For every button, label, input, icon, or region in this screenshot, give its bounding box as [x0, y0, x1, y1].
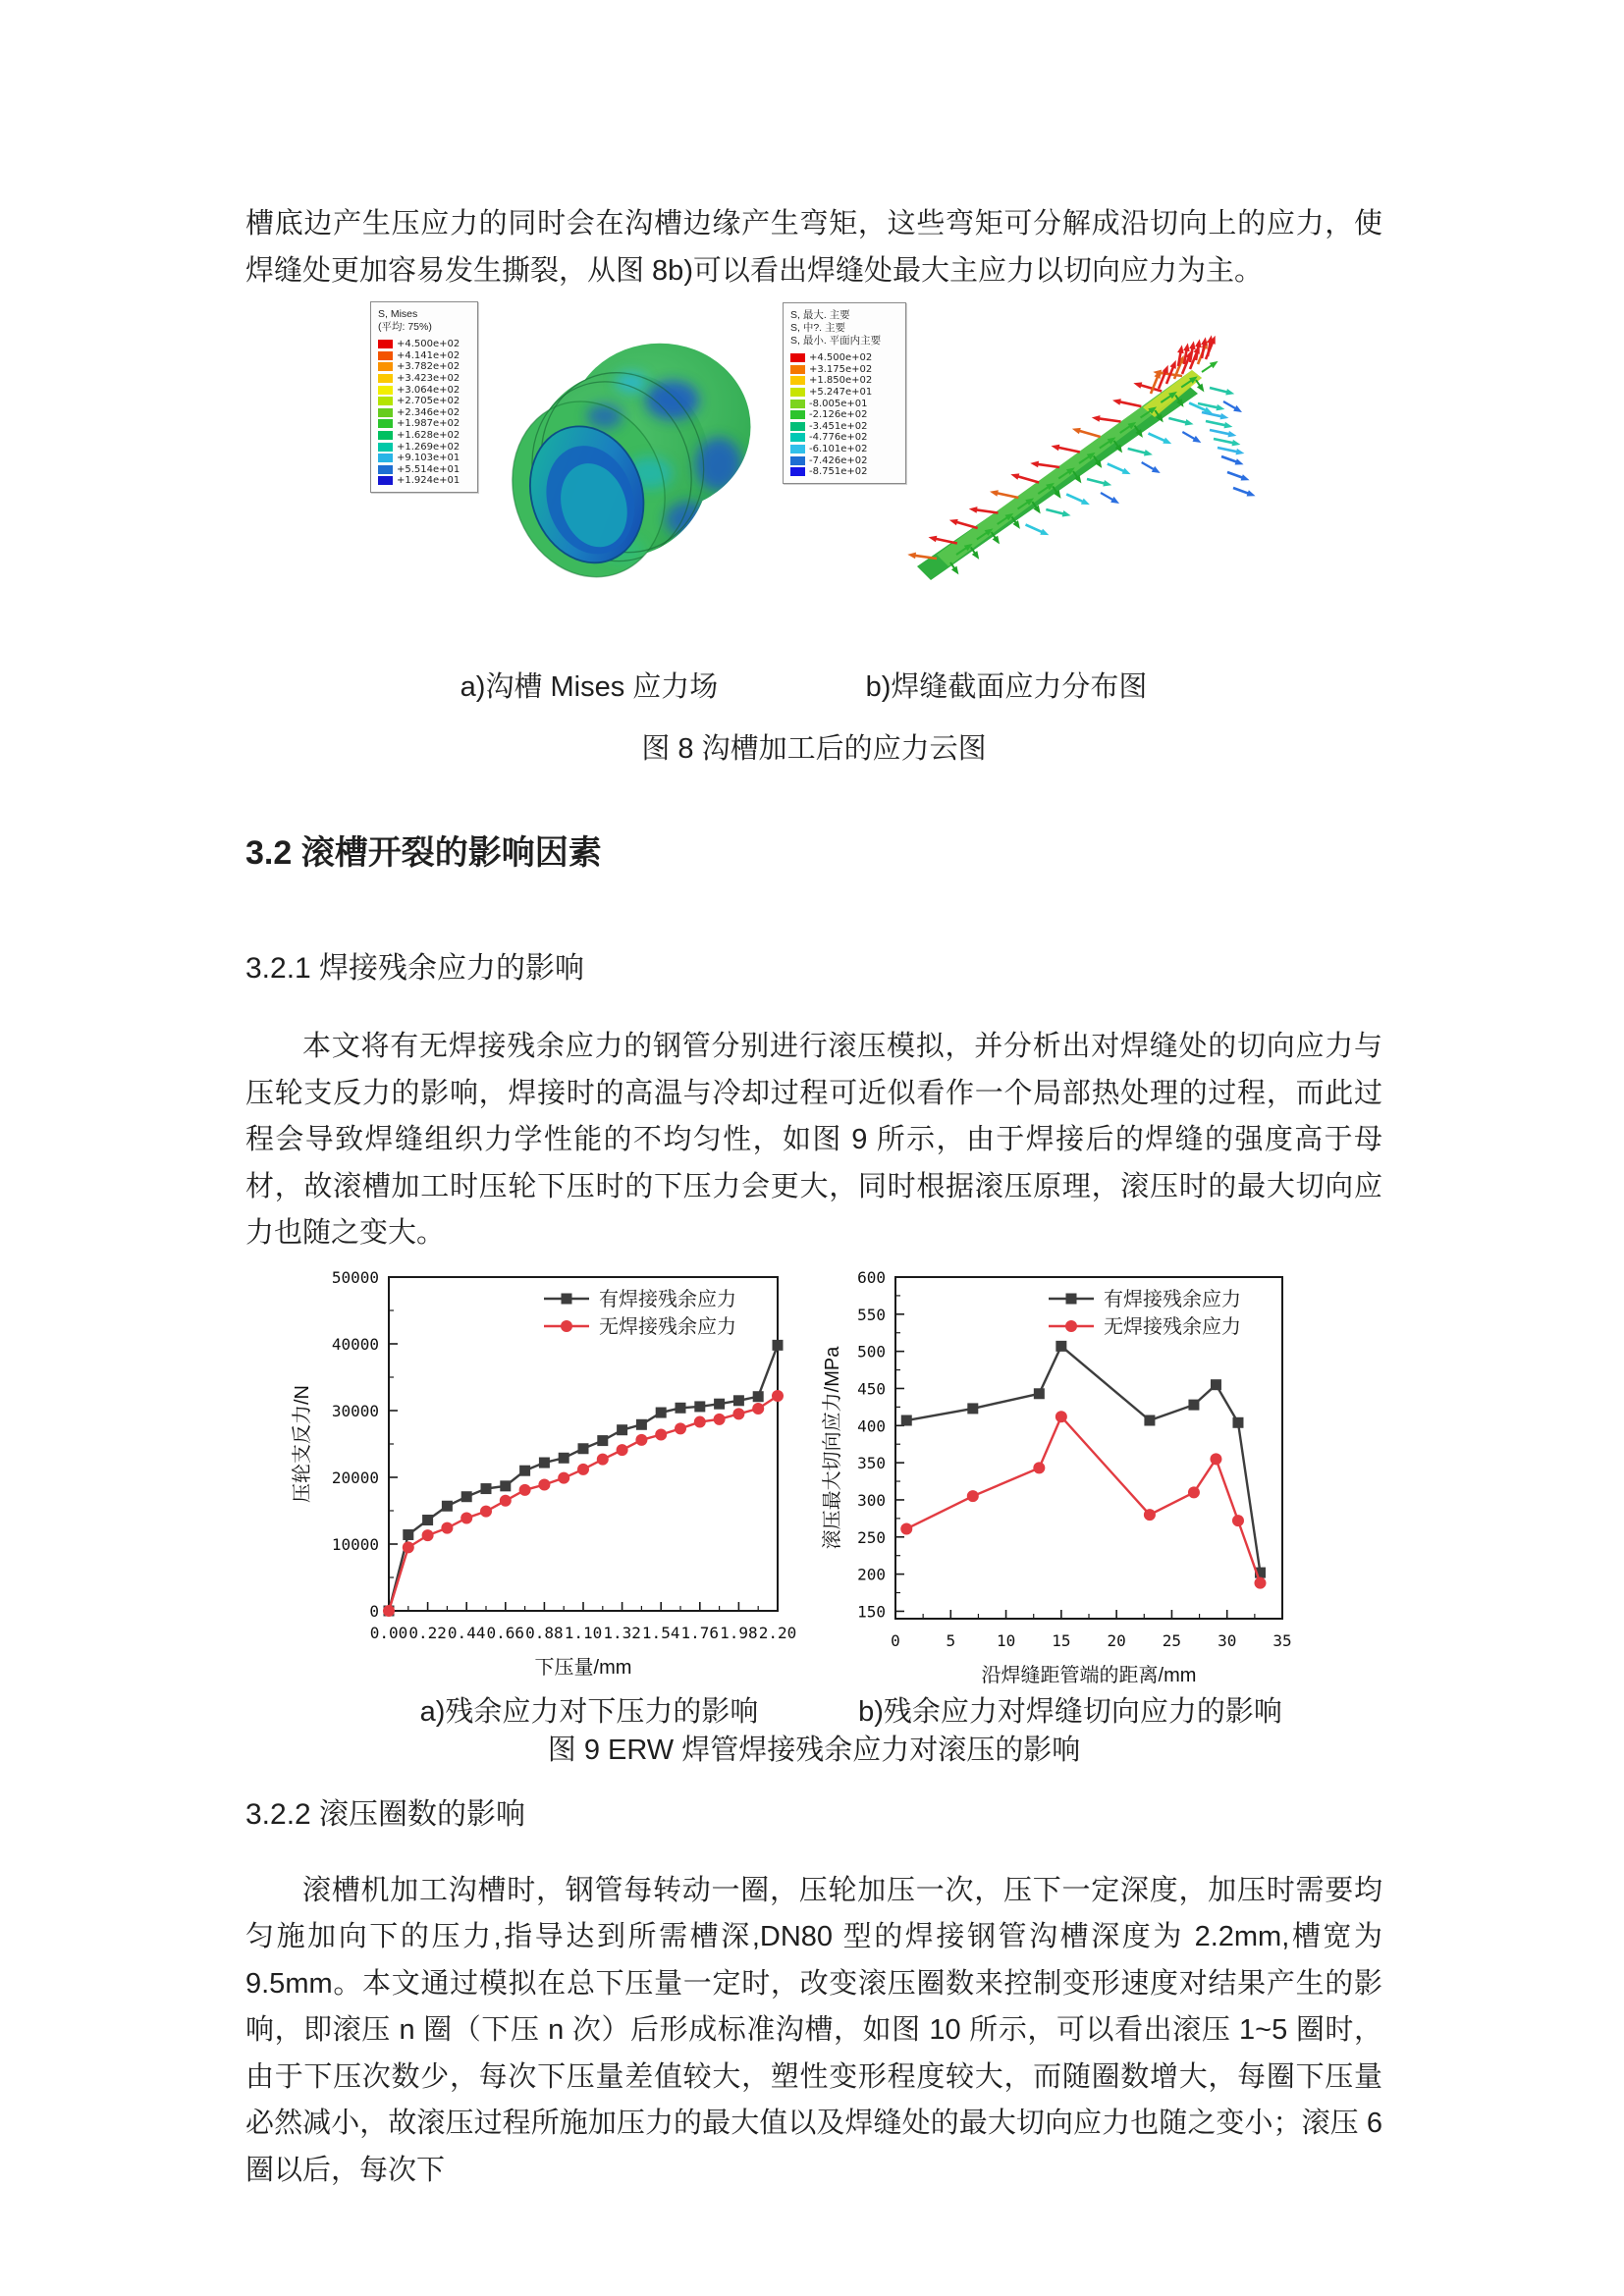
legend-color-swatch [378, 362, 393, 371]
legend-row [790, 432, 900, 444]
legend-row [790, 444, 900, 455]
svg-text:450: 450 [857, 1378, 886, 1398]
legend-color-swatch [790, 400, 805, 408]
legend-color-swatch [790, 433, 805, 442]
legend-color-swatch [378, 351, 393, 360]
svg-text:1.76: 1.76 [680, 1623, 720, 1642]
legend-row [378, 441, 472, 453]
legend-color-swatch [378, 386, 393, 395]
legend-row [790, 398, 900, 409]
legend-value: +5.514e+01 [397, 463, 460, 475]
legend-value: +2.346e+02 [397, 406, 460, 418]
legend-value: +4.500e+02 [397, 339, 460, 350]
svg-text:0: 0 [369, 1601, 379, 1621]
legend-value: +1.269e+02 [397, 441, 460, 453]
figure9-caption: 图 9 ERW 焊管焊接残余应力对滚压的影响 [547, 1734, 1081, 1766]
legend-value: -8.005e+01 [809, 398, 868, 409]
legend-title: (平均: 75%) [378, 321, 432, 333]
section-heading-3-2-2: 3.2.2 滚压圈数的影响 [245, 1797, 526, 1831]
figure8-caption-b: b)焊缝截面应力分布图 [865, 671, 1148, 703]
legend-color-swatch [378, 465, 393, 474]
legend-row [790, 375, 900, 387]
legend-value: +3.064e+02 [397, 384, 460, 396]
svg-text:0.00: 0.00 [369, 1623, 408, 1642]
svg-text:10: 10 [996, 1630, 1016, 1650]
svg-text:500: 500 [857, 1342, 886, 1362]
legend-row [378, 418, 472, 430]
svg-text:40000: 40000 [331, 1334, 379, 1354]
legend-title: S, 最大. 主要 [790, 309, 850, 321]
figure9-subcaptions [245, 1689, 1382, 1729]
legend-color-swatch [378, 374, 393, 383]
svg-text:600: 600 [857, 1267, 886, 1287]
svg-text:15: 15 [1052, 1630, 1071, 1650]
paragraph-intro: 槽底边产生压应力的同时会在沟槽边缘产生弯矩，这些弯矩可分解成沿切向上的应力，使焊缝处更加容易发生撕裂，从图 8b)可以看出焊缝处最大主应力以切向应力为主。 [245, 208, 1382, 287]
legend-row [378, 373, 472, 385]
legend-value: -6.101e+02 [809, 444, 868, 455]
legend-value: -7.426e+02 [809, 454, 868, 466]
legend-row [378, 396, 472, 407]
figure8-images [245, 299, 1382, 614]
legend-row [790, 364, 900, 376]
svg-text:无焊接残余应力: 无焊接残余应力 [1104, 1315, 1241, 1338]
legend-color-swatch [790, 445, 805, 454]
legend-color-swatch [378, 340, 393, 348]
svg-text:200: 200 [857, 1565, 886, 1584]
weld-section-vector-image [897, 309, 1288, 596]
legend-value: -3.451e+02 [809, 420, 868, 432]
legend-value: +1.924e+01 [397, 475, 460, 487]
svg-text:1.98: 1.98 [720, 1623, 758, 1642]
svg-text:下压量/mm: 下压量/mm [534, 1656, 632, 1679]
svg-text:无焊接残余应力: 无焊接残余应力 [599, 1315, 736, 1338]
svg-text:1.54: 1.54 [641, 1623, 680, 1642]
legend-color-swatch [378, 408, 393, 417]
legend-row [790, 466, 900, 478]
legend-title: S, 最小. 平面内主要 [790, 335, 882, 347]
svg-text:50000: 50000 [331, 1267, 379, 1287]
svg-text:20000: 20000 [331, 1468, 379, 1487]
svg-text:0: 0 [891, 1630, 900, 1650]
section-heading-3-2-1: 3.2.1 焊接残余应力的影响 [245, 952, 585, 985]
svg-text:滚压最大切向应力/MPa: 滚压最大切向应力/MPa [822, 1346, 843, 1549]
figure8-subcaptions [245, 665, 1382, 706]
svg-text:250: 250 [857, 1527, 886, 1547]
legend-row [378, 407, 472, 419]
figure8-caption-a: a)沟槽 Mises 应力场 [460, 671, 719, 703]
legend-color-swatch [790, 365, 805, 374]
legend-color-swatch [378, 443, 393, 452]
svg-text:400: 400 [857, 1415, 886, 1435]
legend-row [790, 454, 900, 466]
svg-text:5: 5 [946, 1630, 956, 1650]
figure9-caption-b: b)残余应力对焊缝切向应力的影响 [858, 1695, 1282, 1728]
pipe-mises-contour-image [498, 327, 765, 602]
legend-value: +4.141e+02 [397, 349, 460, 361]
svg-text:10000: 10000 [331, 1534, 379, 1554]
svg-text:2.20: 2.20 [758, 1623, 797, 1642]
legend-color-swatch [378, 476, 393, 485]
paragraph-residual-stress: 本文将有无焊接残余应力的钢管分别进行滚压模拟，并分析出对焊缝处的切向应力与压轮支反力的影响，焊接时的高温与冷却过程可近似看作一个局部热处理的过程，而此过程会导致焊缝组织力学性能的不均匀性，如图 9 所示，由于焊接后的焊缝的强度高于母材，故滚槽加工时压轮下压时的下压力会更大，同时根据滚压原理，滚压时的最大切向应力也随之变大。 [245, 1031, 1382, 1249]
svg-text:沿焊缝距管端的距离/mm: 沿焊缝距管端的距离/mm [981, 1664, 1197, 1686]
paragraph-rolling-passes: 滚槽机加工沟槽时，钢管每转动一圈，压轮加压一次，压下一定深度，加压时需要均匀施加向下的压力,指导达到所需槽深,DN80 型的焊接钢管沟槽深度为 2.2mm,槽宽为 9.5mm。本文通过模拟在总下压量一定时，改变滚压圈数来控制变形速度对结果产生的影响，即滚压 n 圈（下压 n 次）后形成标准沟槽，如图 10 所示，可以看出滚压 1~5 圈时，由于下压次数少，每次下压量差值较大，塑性变形程度较大，而随圈数增大，每圈下压量必然减小，故滚压过程所施加压力的最大值以及焊缝处的最大切向应力也随之变小；滚压 6 圈以后，每次下 [245, 1874, 1382, 2186]
legend-value: +3.175e+02 [809, 363, 873, 375]
svg-text:25: 25 [1162, 1630, 1182, 1650]
svg-text:0.44: 0.44 [447, 1623, 486, 1642]
legend-color-swatch [790, 456, 805, 465]
svg-text:0.22: 0.22 [408, 1623, 447, 1642]
legend-color-swatch [378, 431, 393, 440]
figure9-charts [285, 1265, 1382, 1697]
legend-color-swatch [790, 422, 805, 431]
legend-value: -4.776e+02 [809, 432, 868, 444]
legend-color-swatch [790, 388, 805, 397]
legend-value: +1.628e+02 [397, 430, 460, 442]
svg-text:1.10: 1.10 [564, 1623, 603, 1642]
mises-contour-legend [370, 301, 478, 493]
svg-text:150: 150 [857, 1601, 886, 1621]
legend-row [378, 453, 472, 464]
svg-text:0.66: 0.66 [486, 1623, 525, 1642]
legend-row [790, 352, 900, 364]
legend-value: +4.500e+02 [809, 352, 873, 364]
chart-max-tangential-stress [815, 1265, 1306, 1697]
svg-text:0.88: 0.88 [525, 1623, 564, 1642]
legend-row [790, 421, 900, 433]
section-heading-3-2: 3.2 滚槽开裂的影响因素 [245, 834, 602, 872]
svg-text:1.32: 1.32 [603, 1623, 641, 1642]
svg-text:35: 35 [1272, 1630, 1292, 1650]
legend-row [378, 464, 472, 476]
legend-color-swatch [378, 397, 393, 405]
legend-value: +9.103e+01 [397, 453, 460, 464]
legend-color-swatch [790, 410, 805, 419]
legend-value: +1.987e+02 [397, 418, 460, 430]
figure9-caption-a: a)残余应力对下压力的影响 [419, 1695, 759, 1728]
svg-text:350: 350 [857, 1453, 886, 1472]
svg-text:20: 20 [1107, 1630, 1126, 1650]
figure8-caption: 图 8 沟槽加工后的应力云图 [641, 733, 987, 765]
legend-value: -2.126e+02 [809, 409, 868, 421]
svg-text:压轮支反力/N: 压轮支反力/N [292, 1384, 313, 1503]
principal-stress-legend [783, 302, 906, 484]
legend-title: S, 中?. 主要 [790, 322, 846, 334]
legend-row [378, 350, 472, 362]
svg-text:30: 30 [1218, 1630, 1237, 1650]
chart-roller-reaction-force [285, 1265, 805, 1689]
legend-color-swatch [790, 353, 805, 362]
legend-value: +1.850e+02 [809, 375, 873, 387]
legend-row [378, 430, 472, 442]
legend-value: +5.247e+01 [809, 387, 873, 399]
svg-text:300: 300 [857, 1490, 886, 1510]
legend-row [378, 361, 472, 373]
svg-text:有焊接残余应力: 有焊接残余应力 [599, 1288, 736, 1310]
legend-color-swatch [378, 419, 393, 428]
legend-color-swatch [790, 467, 805, 476]
legend-title: S, Mises [378, 308, 418, 320]
legend-row [790, 409, 900, 421]
legend-color-swatch [790, 376, 805, 385]
legend-row [378, 339, 472, 350]
legend-row [378, 475, 472, 487]
legend-value: +3.423e+02 [397, 373, 460, 385]
legend-row [790, 387, 900, 399]
legend-value: +3.782e+02 [397, 361, 460, 373]
legend-value: +2.705e+02 [397, 396, 460, 407]
svg-text:550: 550 [857, 1305, 886, 1324]
svg-text:30000: 30000 [331, 1401, 379, 1420]
legend-row [378, 384, 472, 396]
legend-value: -8.751e+02 [809, 466, 868, 478]
figure8 [245, 299, 1382, 769]
svg-text:有焊接残余应力: 有焊接残余应力 [1104, 1288, 1241, 1310]
legend-color-swatch [378, 454, 393, 462]
